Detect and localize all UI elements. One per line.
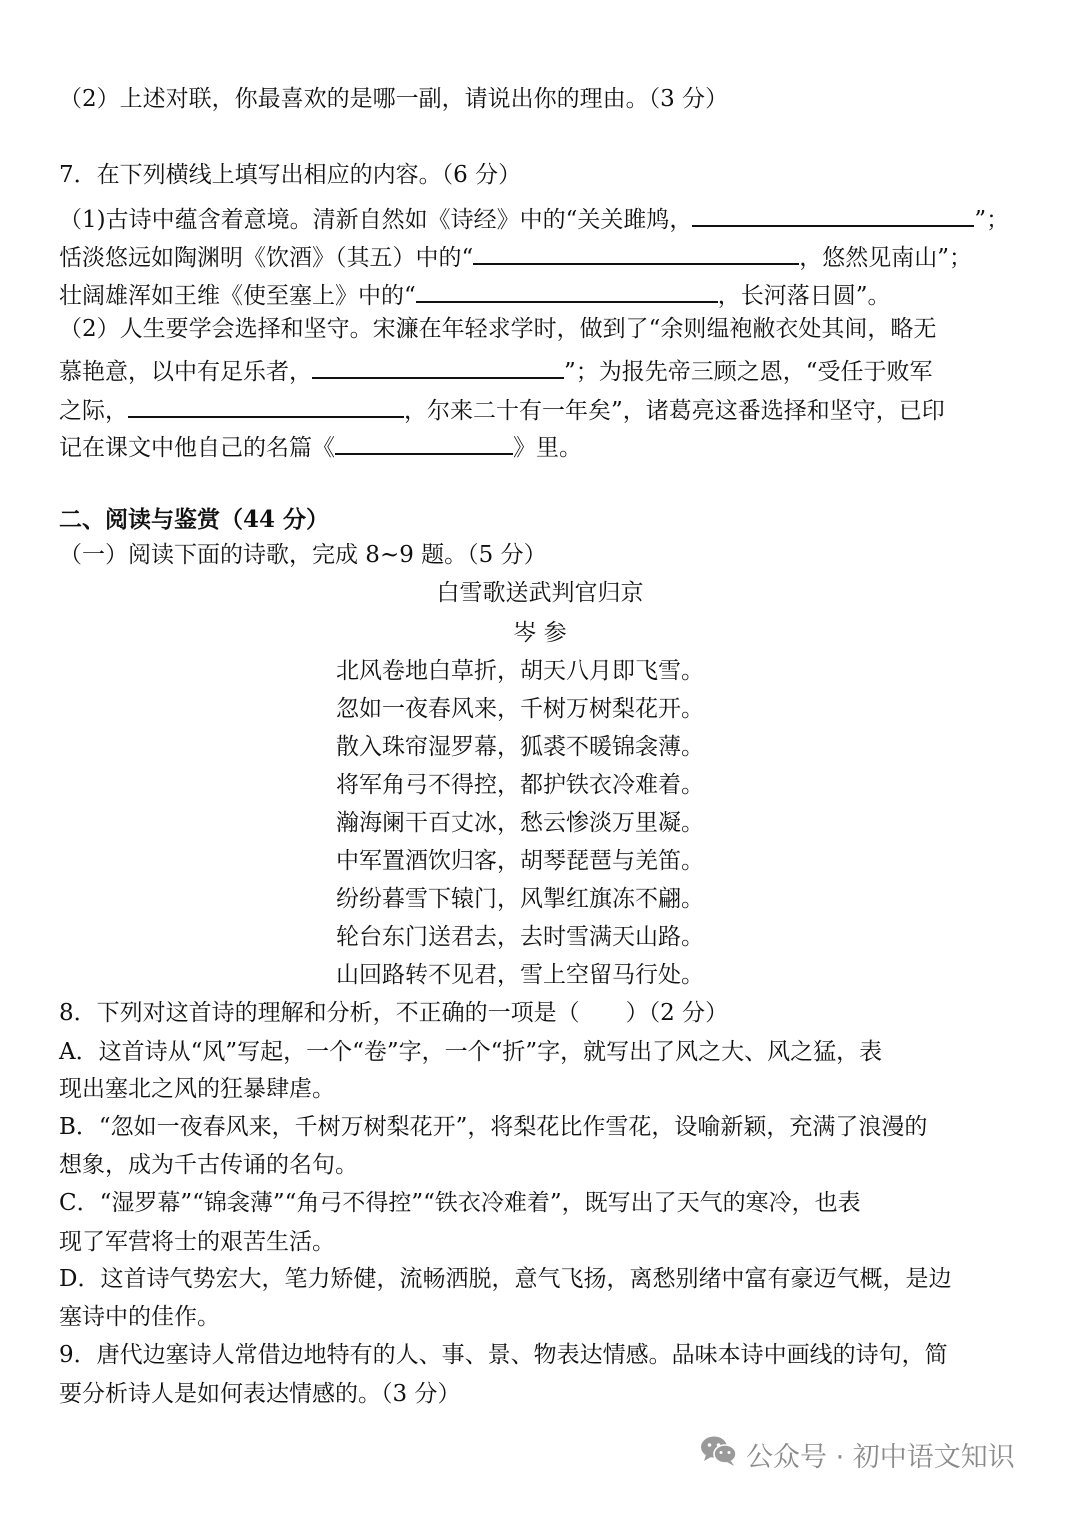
wechat-icon <box>700 1435 738 1474</box>
q7-l2a: 恬淡悠远如陶渊明《饮酒》（其五）中的“ <box>59 245 474 271</box>
q7-l6b: ，尔来二十有一年矣”，诸葛亮这番选择和坚守，已印 <box>404 398 945 424</box>
q8-option-a-cont: 现出塞北之风的狂暴肆虐。 <box>59 1076 335 1102</box>
q6-sub2: （2）上述对联，你最喜欢的是哪一副，请说出你的理由。（3 分） <box>59 86 729 112</box>
section-part-intro: （一）阅读下面的诗歌，完成 8~9 题。（5 分） <box>59 542 547 568</box>
q7-l1b: ”； <box>974 207 1010 233</box>
answer-blank[interactable] <box>335 432 513 455</box>
q7-line3 <box>59 280 891 308</box>
q8-option-b: B．“忽如一夜春风来，千树万树梨花开”，将梨花比作雪花，设喻新颖，充满了浪漫的 <box>59 1114 928 1140</box>
answer-blank[interactable] <box>128 395 404 418</box>
q7-l3a: 壮阔雄浑如王维《使至塞上》中的“ <box>59 283 416 309</box>
poem-line: 北风卷地白草折，胡天八月即飞雪。 <box>336 658 704 684</box>
poem-line: 纷纷暮雪下辕门，风掣红旗冻不翩。 <box>336 886 704 912</box>
q7-line5 <box>59 356 933 384</box>
q7-l6a: 之际， <box>59 398 128 424</box>
q7-l3b: ，长河落日圆”。 <box>717 283 891 309</box>
poem-line: 将军角弓不得控，都护铁衣冷难着。 <box>336 772 704 798</box>
q7-line1 <box>59 204 1009 232</box>
q8-option-d-cont: 塞诗中的佳作。 <box>59 1304 220 1330</box>
watermark <box>700 1432 1060 1476</box>
q7-l5b: ”；为报先帝三顾之恩，“受任于败军 <box>564 359 933 385</box>
q7-line2 <box>59 242 972 270</box>
poem-line: 中军置酒饮归客，胡琴琵琶与羌笛。 <box>336 848 704 874</box>
q7-l7a: 记在课文中他自己的名篇《 <box>59 435 335 461</box>
q7-title: 7．在下列横线上填写出相应的内容。（6 分） <box>59 162 522 188</box>
q7-line6 <box>59 395 945 423</box>
q8-option-c-cont: 现了军营将士的艰苦生活。 <box>59 1229 335 1255</box>
answer-blank[interactable] <box>416 280 718 303</box>
answer-blank[interactable] <box>692 204 974 227</box>
watermark-text: 公众号 · 初中语文知识 <box>746 1441 1015 1473</box>
poem-line: 瀚海阑干百丈冰，愁云惨淡万里凝。 <box>336 810 704 836</box>
poem-line: 山回路转不见君，雪上空留马行处。 <box>336 962 704 988</box>
section-heading: 二、阅读与鉴赏（44 分） <box>59 506 330 533</box>
q7-l2b: ，悠然见南山”； <box>799 245 973 271</box>
answer-blank[interactable] <box>312 356 564 379</box>
q7-l7b: 》里。 <box>513 435 582 461</box>
q8-option-c: C．“湿罗幕”“锦衾薄”“角弓不得控”“铁衣冷难着”，既写出了天气的寒冷，也表 <box>59 1190 861 1216</box>
q7-l5a: 慕艳意，以中有足乐者， <box>59 359 312 385</box>
q8-option-b-cont: 想象，成为千古传诵的名句。 <box>59 1152 358 1178</box>
q9-line1: 9．唐代边塞诗人常借边地特有的人、事、景、物表达情感。品味本诗中画线的诗句，简 <box>59 1342 948 1368</box>
poem-line: 散入珠帘湿罗幕，狐裘不暖锦衾薄。 <box>336 734 704 760</box>
answer-blank[interactable] <box>473 242 799 265</box>
q8-stem: 8．下列对这首诗的理解和分析，不正确的一项是（ ）（2 分） <box>59 1000 729 1026</box>
q8-option-a: A．这首诗从“风”写起，一个“卷”字，一个“折”字，就写出了风之大、风之猛，表 <box>59 1039 883 1065</box>
poem-line: 轮台东门送君去，去时雪满天山路。 <box>336 924 704 950</box>
q7-line7 <box>59 432 582 460</box>
q9-line2: 要分析诗人是如何表达情感的。（3 分） <box>59 1381 461 1407</box>
poem-title: 白雪歌送武判官归京 <box>436 580 644 606</box>
q7-line4: （2）人生要学会选择和坚守。宋濂在年轻求学时，做到了“余则缊袍敝衣处其间，略无 <box>59 316 937 342</box>
poem-line: 忽如一夜春风来，千树万树梨花开。 <box>336 696 704 722</box>
q8-option-d: D．这首诗气势宏大，笔力矫健，流畅洒脱，意气飞扬，离愁别绪中富有豪迈气概，是边 <box>59 1266 952 1292</box>
q7-l1a: （1)古诗中蕴含着意境。清新自然如《诗经》中的“关关雎鸠， <box>59 207 693 233</box>
poem-author: 岑 参 <box>513 620 567 646</box>
